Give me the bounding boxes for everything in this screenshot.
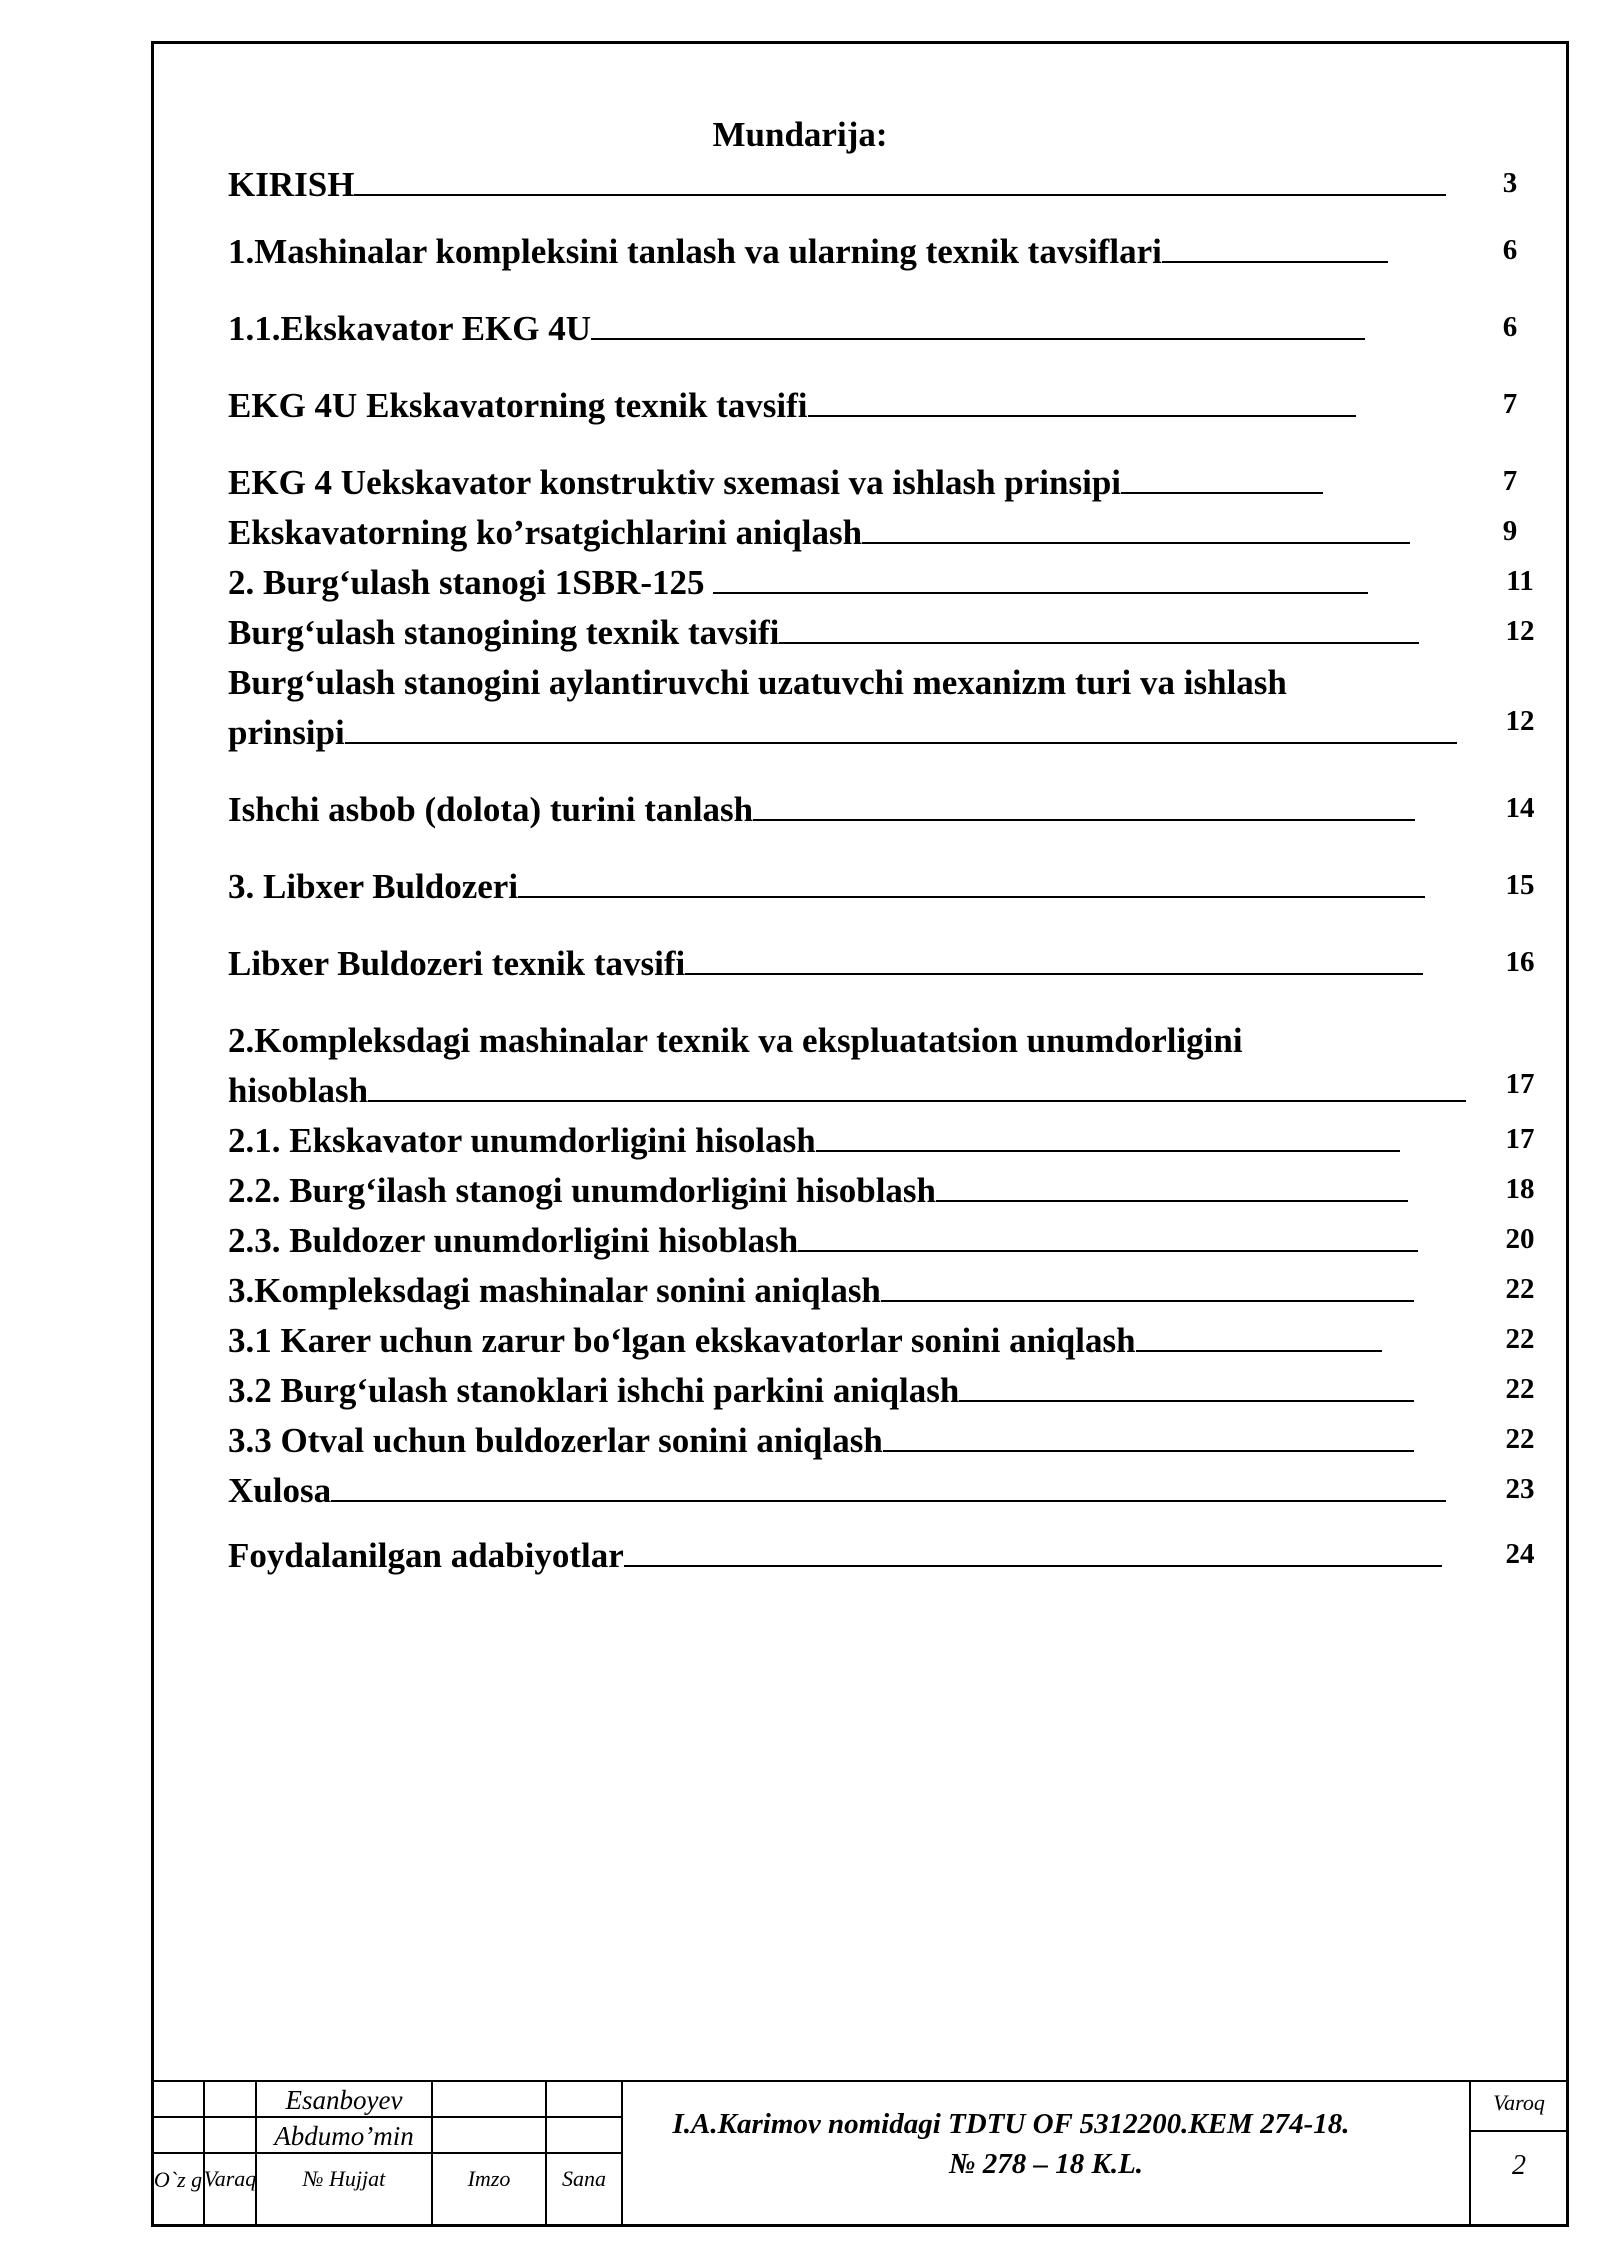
toc-leader (1121, 491, 1323, 494)
toc-page-number: 6 (1502, 234, 1518, 266)
toc-entry[interactable] (228, 1071, 1466, 1111)
toc-leader (368, 1099, 1466, 1102)
toc-page-number: 3 (1502, 167, 1518, 199)
stamp-cell (151, 2116, 205, 2154)
title-block (151, 2080, 1569, 2227)
toc-page-number: 24 (1505, 1538, 1535, 1570)
toc-leader (591, 337, 1365, 340)
stamp-document-code: I.A.Karimov nomidagi TDTU OF 5312200.KEM 274-18. (672, 2108, 1350, 2140)
toc-page-number: 23 (1505, 1473, 1535, 1505)
toc-entry[interactable] (228, 165, 1446, 205)
toc-leader (518, 895, 1425, 898)
toc-leader (816, 1149, 1400, 1152)
toc-entry-text: Ishchi asbob (dolota) turini tanlash (228, 790, 754, 829)
stamp-cell (545, 2116, 623, 2154)
toc-entry[interactable] (228, 1271, 1414, 1311)
stamp-col-imzo: Imzo (467, 2166, 511, 2191)
toc-leader (779, 641, 1419, 644)
toc-leader (753, 818, 1415, 821)
toc-page-number: 14 (1505, 792, 1535, 824)
stamp-author-name: Abdumo’min (274, 2121, 414, 2151)
toc-leader (685, 972, 1423, 975)
toc-page-number: 22 (1505, 1373, 1535, 1405)
toc-leader (881, 1299, 1414, 1302)
toc-entry-text: EKG 4U Ekskavatorning texnik tavsifi (228, 386, 808, 425)
toc-entry-text: 2.2. Burg‘ilash stanogi unumdorligini hisoblash (228, 1171, 936, 1210)
stamp-col-varaq: Varaq (203, 2166, 257, 2191)
stamp-sheet-label: Varoq (1493, 2090, 1545, 2115)
toc-page-number: 22 (1505, 1423, 1535, 1455)
toc-page-number: 18 (1505, 1173, 1535, 1205)
toc-entry[interactable] (228, 463, 1323, 503)
toc-entry[interactable] (228, 1371, 1414, 1411)
toc-entry-text: 1.1.Ekskavator EKG 4U (228, 309, 592, 348)
toc-page-number: 7 (1502, 388, 1518, 420)
toc-entry-text: EKG 4 Uekskavator konstruktiv sxemasi va ishlash prinsipi (228, 463, 1122, 502)
stamp-author-surname: Esanboyev (285, 2085, 403, 2115)
toc-leader (808, 414, 1356, 417)
toc-entry[interactable] (228, 944, 1423, 984)
toc-page-number: 20 (1505, 1223, 1535, 1255)
toc-entry[interactable] (228, 790, 1415, 830)
stamp-col-ozg: O`z g (153, 2167, 203, 2192)
toc-page-number: 15 (1505, 869, 1535, 901)
toc-page-number: 17 (1505, 1123, 1535, 1155)
toc-leader (959, 1399, 1414, 1402)
toc-entry-text: 3.3 Otval uchun buldozerlar sonini aniqlash (228, 1421, 883, 1460)
stamp-cell (203, 2080, 257, 2118)
toc-page-number: 16 (1505, 946, 1535, 978)
toc-entry[interactable] (228, 513, 1410, 553)
page-title: Mundarija: (712, 115, 888, 154)
toc-leader (331, 1499, 1446, 1502)
stamp-cell (431, 2080, 547, 2118)
toc-page-number: 22 (1505, 1323, 1535, 1355)
toc-entry-text: Foydalanilgan adabiyotlar (228, 1536, 624, 1575)
toc-entry[interactable] (228, 1421, 1414, 1461)
toc-entry-text: Ekskavatorning ko’rsatgichlarini aniqlash (228, 513, 863, 552)
toc-entry[interactable] (228, 309, 1365, 349)
toc-entry[interactable] (228, 613, 1419, 653)
toc-entry-text: 2.3. Buldozer unumdorligini hisoblash (228, 1221, 799, 1260)
toc-leader (936, 1199, 1408, 1202)
stamp-cell (151, 2080, 205, 2118)
toc-entry[interactable] (228, 1171, 1408, 1211)
toc-entry[interactable] (228, 713, 1457, 753)
toc-entry[interactable] (228, 1321, 1382, 1361)
toc-leader (1136, 1349, 1382, 1352)
toc-entry-text: 3.1 Karer uchun zarur bo‘lgan ekskavatorlar sonini aniqlash (228, 1321, 1136, 1360)
toc-page-number: 7 (1502, 465, 1518, 497)
toc-leader (862, 541, 1410, 544)
toc-page-number: 11 (1506, 565, 1534, 597)
toc-entry[interactable] (228, 1121, 1400, 1161)
stamp-cell (545, 2080, 623, 2118)
toc-entry[interactable] (228, 1221, 1418, 1261)
stamp-col-sana: Sana (562, 2166, 606, 2191)
toc-entry-text: 2.1. Ekskavator unumdorligini hisolash (228, 1121, 816, 1160)
toc-page-number: 6 (1502, 311, 1518, 343)
toc-page-number: 9 (1502, 515, 1518, 547)
toc-entry-text: Burg‘ulash stanogining texnik tavsifi (228, 613, 780, 652)
toc-entry-text: 3.Kompleksdagi mashinalar sonini aniqlash (228, 1271, 881, 1310)
toc-page-number: 17 (1505, 1068, 1535, 1100)
toc-entry-text: 3.2 Burg‘ulash stanoklari ishchi parkini aniqlash (228, 1371, 960, 1410)
toc-entry[interactable] (228, 1536, 1442, 1576)
toc-leader (354, 193, 1446, 196)
stamp-col-hujjat: № Hujjat (302, 2166, 386, 2191)
toc-leader (345, 741, 1457, 744)
toc-entry[interactable] (228, 232, 1388, 272)
stamp-registration-number: № 278 – 18 K.L. (948, 2148, 1144, 2180)
toc-entry-text: 2. Burg‘ulash stanogi 1SBR-125 (228, 563, 714, 602)
stamp-cell (431, 2116, 547, 2154)
toc-entry-text-line1: 2.Kompleksdagi mashinalar texnik va ekspluatatsion unumdorligini (228, 1021, 1243, 1060)
toc-entry[interactable] (228, 386, 1356, 426)
toc-leader (1162, 260, 1388, 263)
stamp-cell (203, 2116, 257, 2154)
toc-entry-text: Xulosa (228, 1471, 332, 1510)
toc-entry-text: Libxer Buldozeri texnik tavsifi (228, 944, 686, 983)
toc-entry[interactable] (228, 1471, 1446, 1511)
toc-entry-text: KIRISH (228, 165, 355, 204)
toc-page-number: 22 (1505, 1273, 1535, 1305)
toc-entry-text: prinsipi (228, 713, 345, 752)
toc-page-number: 12 (1505, 705, 1535, 737)
toc-entry-text-line1: Burg‘ulash stanogini aylantiruvchi uzatuvchi mexanizm turi va ishlash (228, 663, 1287, 702)
toc-entry[interactable] (228, 563, 1368, 603)
toc-leader (713, 591, 1368, 594)
toc-entry-text: 1.Mashinalar kompleksini tanlash va ularning texnik tavsiflari (228, 232, 1162, 271)
toc-entry-text: 3. Libxer Buldozeri (228, 867, 519, 906)
toc-leader (883, 1449, 1414, 1452)
toc-page-number: 12 (1505, 615, 1535, 647)
toc-leader (798, 1249, 1418, 1252)
toc-leader (624, 1564, 1442, 1567)
stamp-sheet-number: 2 (1512, 2150, 1526, 2181)
toc-entry-text: hisoblash (228, 1071, 369, 1110)
toc-entry[interactable] (228, 867, 1425, 907)
